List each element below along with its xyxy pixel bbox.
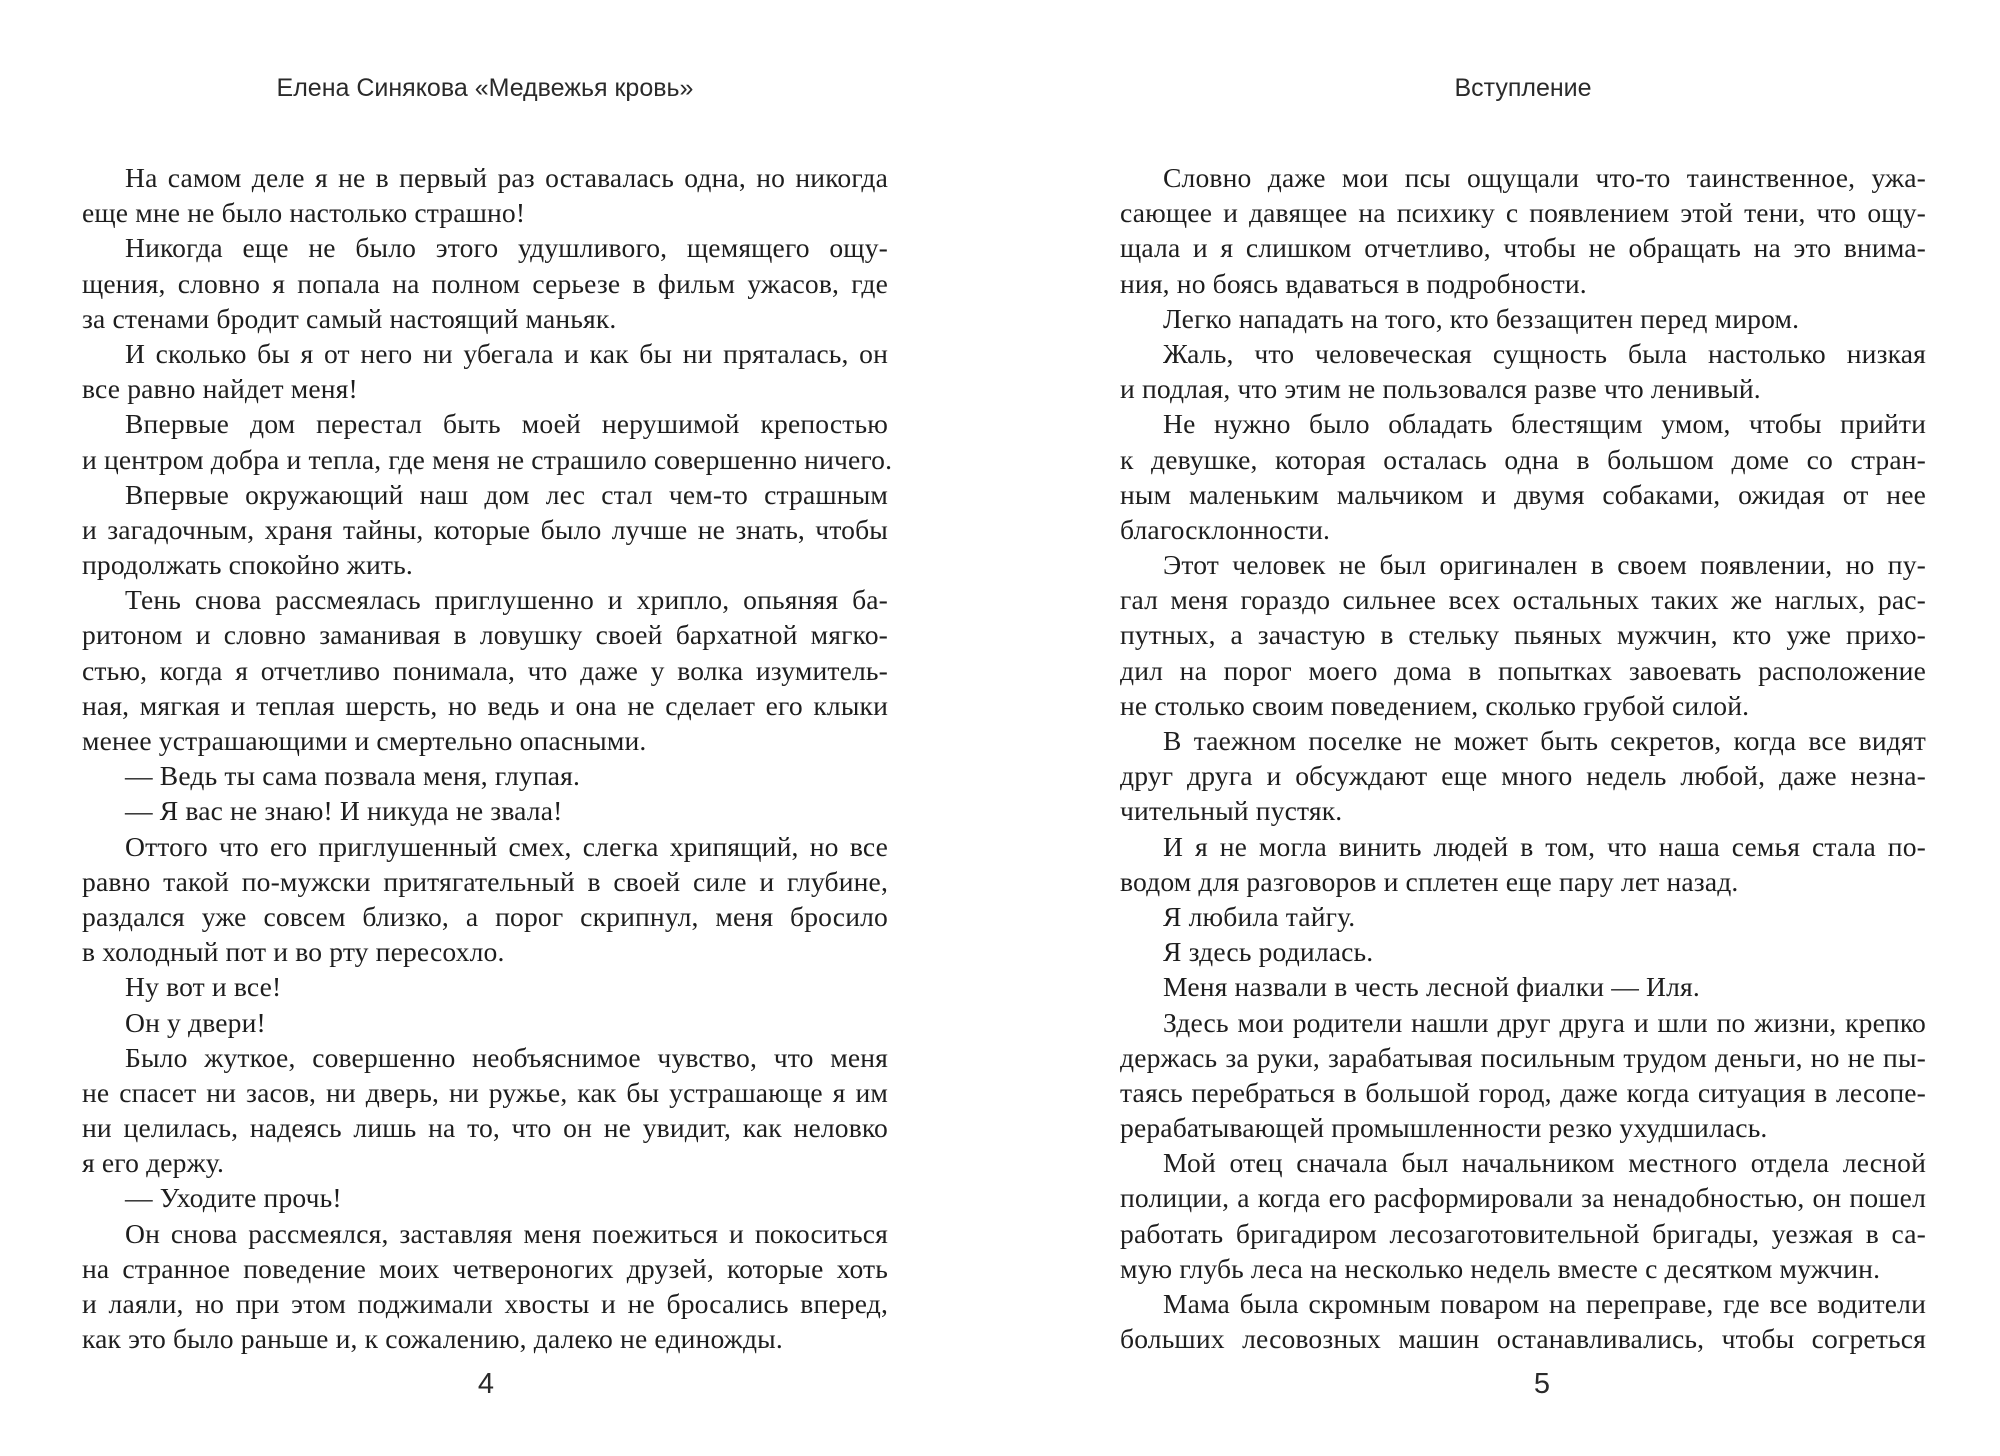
text-line: Здесь мои родители нашли друг друга и шли по жизни, крепко: [1163, 1006, 1926, 1038]
text-line: И я не могла винить людей в том, что наша семья стала по-: [1163, 830, 1926, 862]
text-line: и загадочным, храня тайны, которые было лучше не знать, чтобы: [82, 513, 888, 545]
running-head-author-title: Елена Синякова «Медвежья кровь»: [276, 74, 694, 102]
page-number: 5: [1533, 1368, 1551, 1400]
text-line: чительный пустяк.: [1120, 795, 1343, 827]
text-line: дил на порог моего дома в попытках завоевать расположение: [1120, 654, 1926, 686]
text-line: работать бригадиром лесозаготовительной бригады, уезжая в са-: [1120, 1217, 1926, 1249]
text-line: щения, словно я попала на полном серьезе в фильм ужасов, где: [82, 267, 888, 299]
text-line: Тень снова рассмеялась приглушенно и хрипло, опьяняя ба-: [125, 584, 888, 616]
text-line: как это было раньше и, к сожалению, далеко не единожды.: [82, 1323, 783, 1355]
text-line: Этот человек не был оригинален в своем появлении, но пу-: [1163, 549, 1926, 581]
text-line: Жаль, что человеческая сущность была настолько низкая: [1163, 337, 1926, 369]
right-page-text: [1120, 160, 1926, 1356]
text-line: Он снова рассмеялся, заставляя меня поежиться и покоситься: [125, 1217, 888, 1249]
text-line: водом для разговоров и сплетен еще пару лет назад.: [1120, 865, 1739, 897]
text-line: щала и я слишком отчетливо, чтобы не обращать на это внима-: [1120, 232, 1926, 264]
text-line: — Уходите прочь!: [125, 1182, 342, 1214]
text-line: стью, когда я отчетливо понимала, что даже у волка изумитель-: [82, 654, 888, 686]
text-line: Словно даже мои псы ощущали что-то таинственное, ужа-: [1163, 162, 1926, 193]
right-page: [1000, 0, 2000, 1456]
text-line: раздался уже совсем близко, а порог скрипнул, меня бросило: [82, 900, 888, 932]
text-line: Я любила тайгу.: [1163, 900, 1356, 932]
text-line: и центром добра и тепла, где меня не страшило совершенно ничего.: [82, 443, 893, 475]
text-line: Он у двери!: [125, 1006, 266, 1038]
text-line: Я здесь родилась.: [1163, 936, 1374, 968]
text-line: И сколько бы я от него ни убегала и как бы ни пряталась, он: [125, 337, 888, 369]
text-line: путных, а зачастую в стельку пьяных мужчин, кто уже прихо-: [1120, 619, 1926, 651]
text-line: Оттого что его приглушенный смех, слегка хрипящий, но все: [125, 830, 888, 862]
text-line: ная, мягкая и теплая шерсть, но ведь и она не сделает его клыки: [82, 689, 888, 721]
text-line: Впервые дом перестал быть моей нерушимой крепостью: [125, 408, 888, 440]
text-line: — Я вас не знаю! И никуда не звала!: [125, 795, 563, 827]
text-line: ным маленьким мальчиком и двумя собаками, ожидая от нее: [1120, 478, 1926, 510]
text-line: и подлая, что этим не пользовался разве что ленивый.: [1120, 373, 1761, 405]
text-line: благосклонности.: [1120, 513, 1331, 545]
page-number: 4: [477, 1368, 495, 1400]
text-line: Ну вот и все!: [125, 971, 282, 1003]
text-line: таясь перебраться в большой город, даже когда ситуация в лесопе-: [1120, 1076, 1926, 1108]
text-line: не спасет ни засов, ни дверь, ни ружье, как бы устрашающе я им: [82, 1076, 888, 1108]
text-line: мую глубь леса на несколько недель вместе с десятком мужчин.: [1120, 1252, 1881, 1284]
text-line: продолжать спокойно жить.: [82, 549, 413, 581]
running-head-chapter: Вступление: [1454, 74, 1592, 102]
text-line: Впервые окружающий наш дом лес стал чем-то страшным: [125, 478, 888, 510]
text-line: еще мне не было настолько страшно!: [82, 197, 526, 229]
text-line: Мой отец сначала был начальником местного отдела лесной: [1163, 1147, 1926, 1179]
text-line: рерабатывающей промышленности резко ухудшилась.: [1120, 1112, 1768, 1144]
text-line: полиции, а когда его расформировали за ненадобностью, он пошел: [1120, 1182, 1926, 1214]
text-line: все равно найдет меня!: [82, 373, 358, 405]
text-line: гал меня гораздо сильнее всех остальных таких же наглых, рас-: [1120, 584, 1926, 616]
text-line: я его держу.: [82, 1147, 225, 1179]
text-line: равно такой по-мужски притягательный в своей силе и глубине,: [82, 865, 888, 897]
text-line: На самом деле я не в первый раз оставалась одна, но никогда: [125, 162, 888, 193]
text-line: держась за руки, зарабатывая посильным трудом деньги, но не пы-: [1120, 1041, 1926, 1073]
text-line: Меня назвали в честь лесной фиалки — Иля.: [1163, 971, 1700, 1003]
text-line: В таежном поселке не может быть секретов, когда все видят: [1163, 725, 1926, 756]
text-line: Легко нападать на того, кто беззащитен перед миром.: [1163, 302, 1800, 334]
text-line: не столько своим поведением, сколько грубой силой.: [1120, 689, 1750, 721]
text-line: менее устрашающими и смертельно опасными.: [82, 725, 647, 756]
text-line: Мама была скромным поваром на переправе, где все водители: [1163, 1288, 1926, 1319]
text-line: ни целилась, надеясь лишь на то, что он не увидит, как неловко: [82, 1112, 888, 1144]
text-line: сающее и давящее на психику с появлением этой тени, что ощу-: [1120, 197, 1926, 229]
text-line: больших лесовозных машин останавливались, чтобы согреться: [1120, 1323, 1926, 1355]
text-line: и лаяли, но при этом поджимали хвосты и не бросались вперед,: [82, 1288, 888, 1319]
text-line: ритоном и словно заманивая в ловушку своей бархатной мягко-: [82, 619, 888, 651]
text-line: Никогда еще не было этого удушливого, щемящего ощу-: [125, 232, 888, 264]
text-line: — Ведь ты сама позвала меня, глупая.: [125, 760, 581, 792]
text-line: за стенами бродит самый настоящий маньяк.: [82, 302, 617, 334]
text-line: к девушке, которая осталась одна в большом доме со стран-: [1120, 443, 1926, 475]
text-line: Не нужно было обладать блестящим умом, чтобы прийти: [1163, 408, 1926, 440]
text-line: друг друга и обсуждают еще много недель любой, даже незна-: [1120, 760, 1926, 792]
text-line: ния, но боясь вдаваться в подробности.: [1120, 267, 1587, 299]
left-page-text: [82, 160, 893, 1356]
text-line: на странное поведение моих четвероногих друзей, которые хоть: [82, 1252, 888, 1284]
text-line: в холодный пот и во рту пересохло.: [82, 936, 505, 968]
text-line: Было жуткое, совершенно необъяснимое чувство, что меня: [125, 1041, 888, 1073]
